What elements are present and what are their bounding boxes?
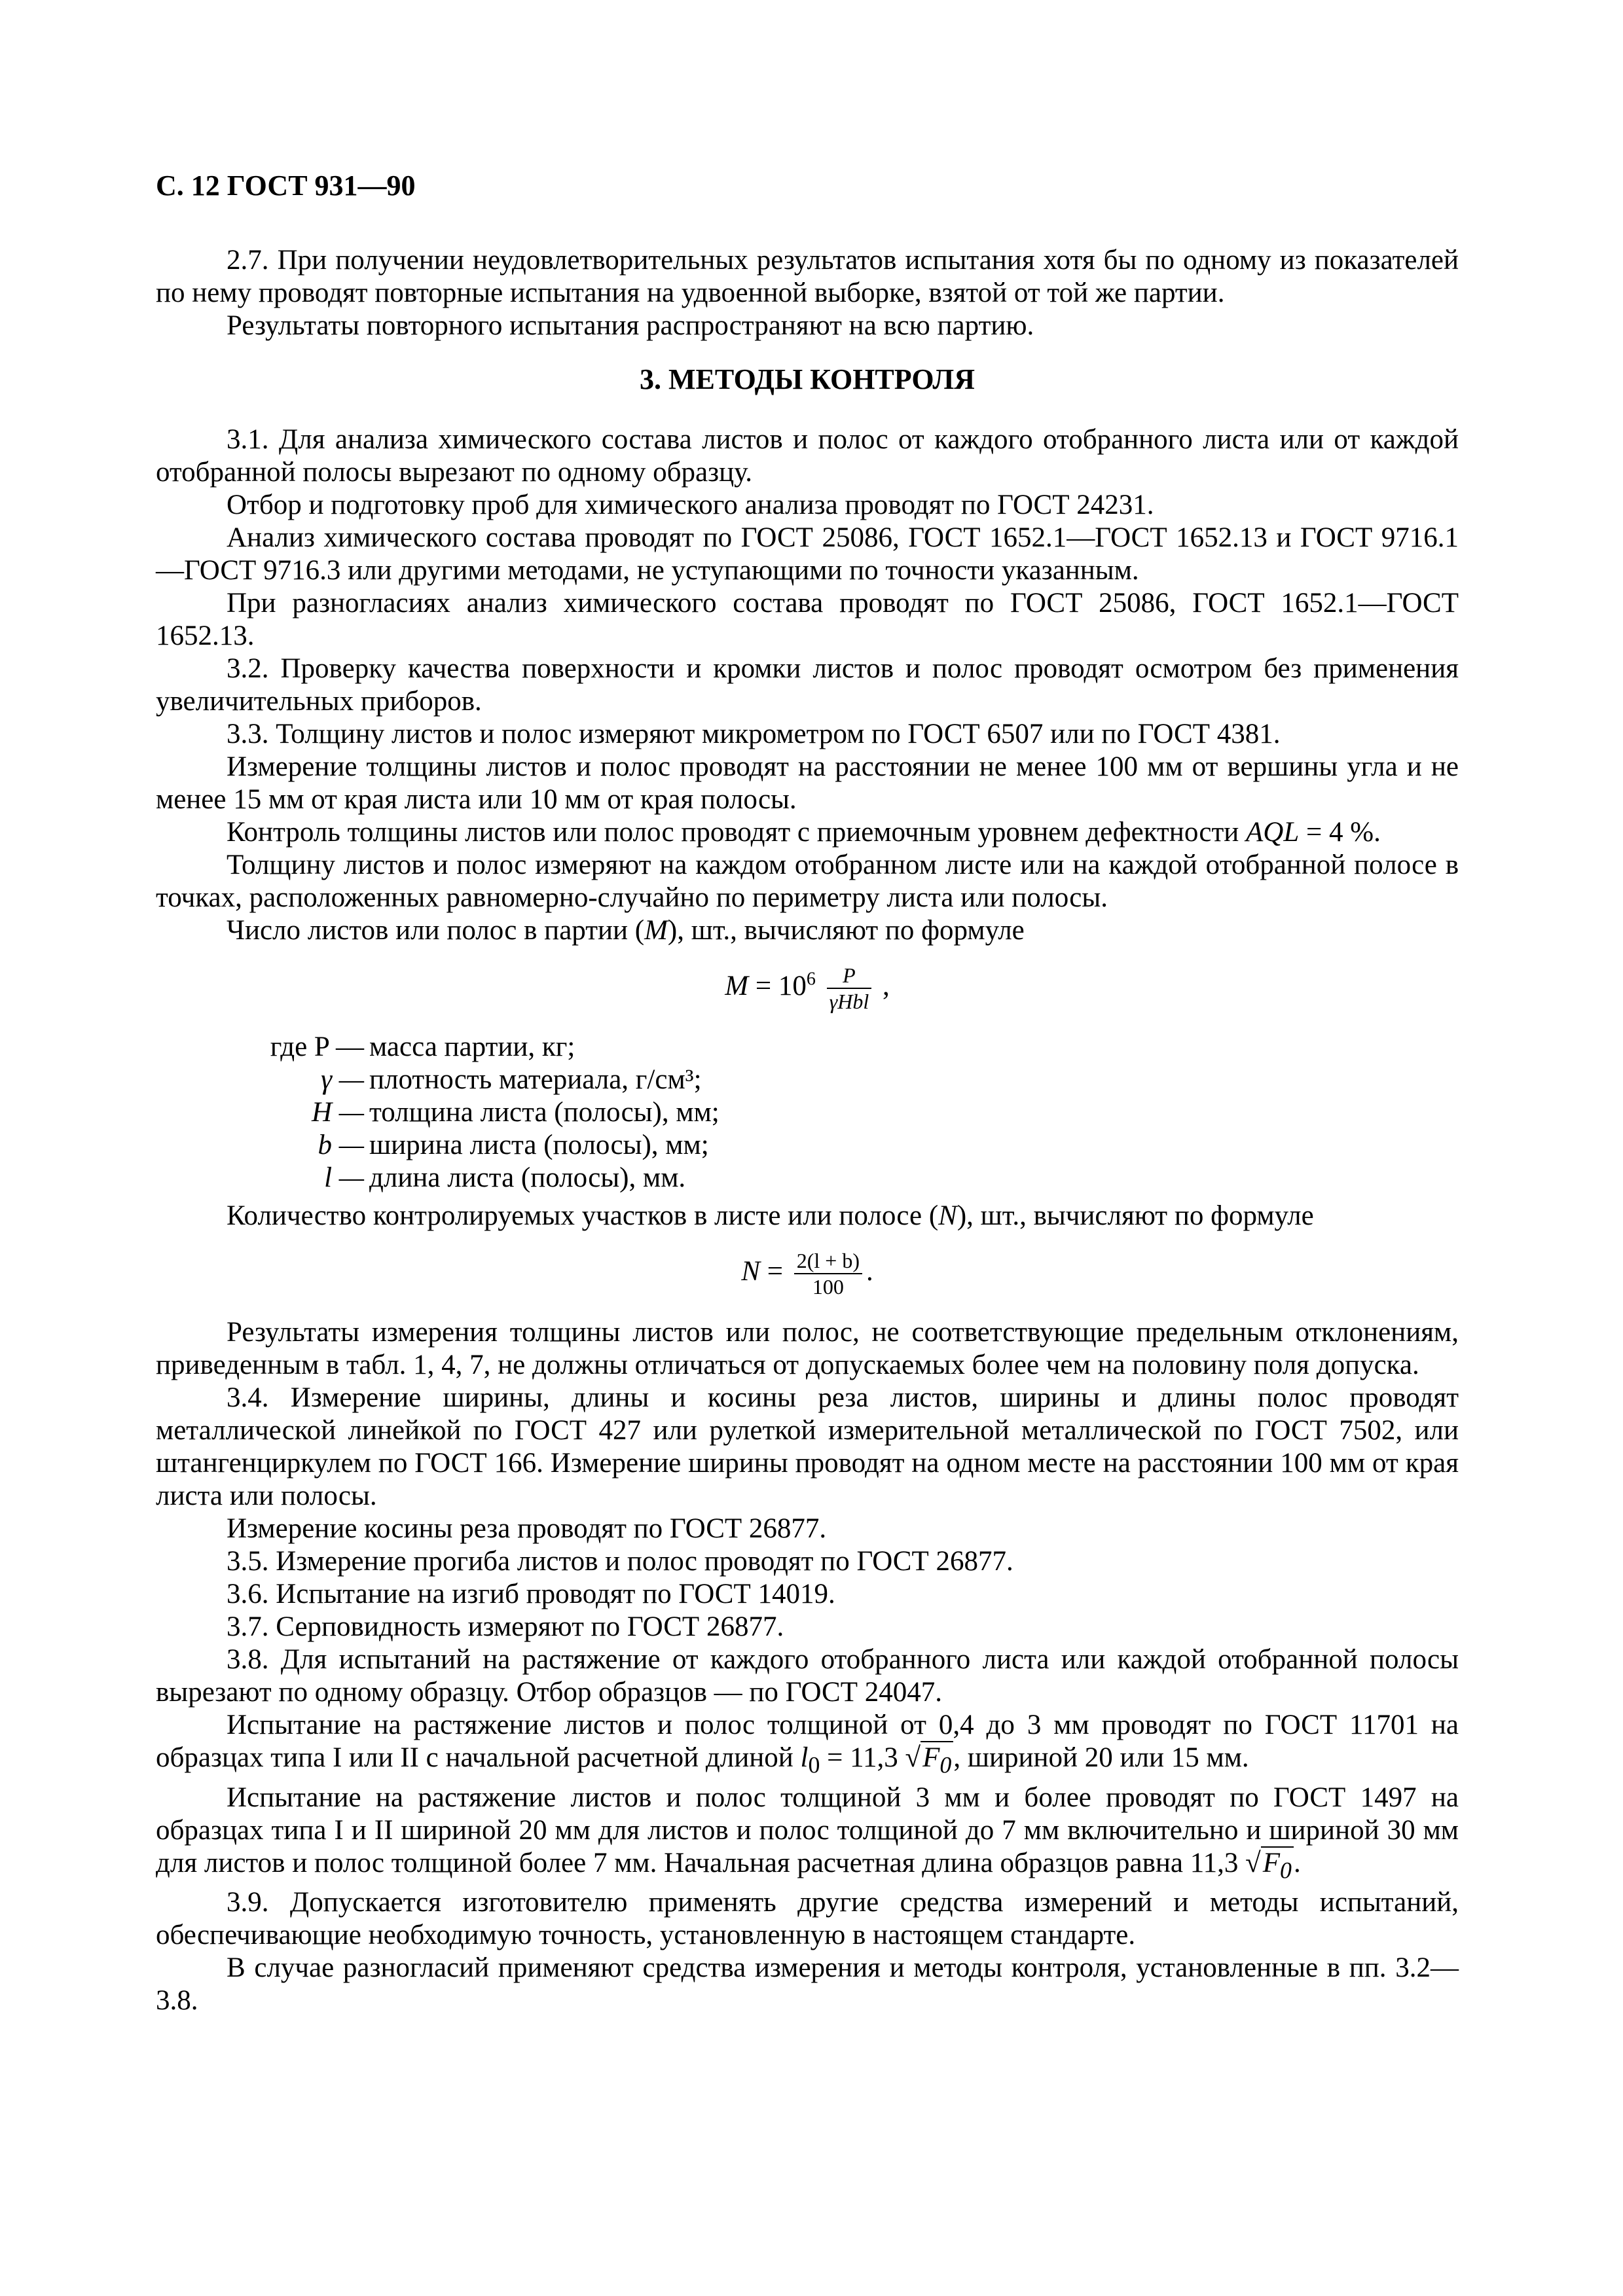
formula-n-tail: .: [866, 1255, 873, 1287]
paragraph-3-7: 3.7. Серповидность измеряют по ГОСТ 26877.: [227, 1611, 784, 1642]
definition-row: [156, 1162, 1459, 1194]
definition-symbol: l —: [324, 1162, 364, 1193]
formula-m-exp: 6: [806, 969, 816, 990]
section-heading: 3. МЕТОДЫ КОНТРОЛЯ: [640, 363, 975, 395]
paragraph-3-1c: Анализ химического состава проводят по ГОСТ 25086, ГОСТ 1652.1—ГОСТ 1652.13 и ГОСТ 9716.1—ГОСТ 9716.3 или другими методами, не уступающими по точности указанным.: [156, 522, 1459, 586]
definition-symbol: H —: [311, 1097, 364, 1128]
definition-symbol: где P —: [270, 1031, 364, 1062]
paragraph-results: Результаты измерения толщины листов или полос, не соответствующие предельным отклонениям, приведенным в табл. 1, 4, 7, не должны отличаться от допускаемых более чем на половину поля допуска.: [156, 1317, 1459, 1380]
formula-n-numerator: 2(l + b): [794, 1248, 862, 1274]
formula-n-eq: =: [759, 1255, 790, 1287]
formula-m-denominator: γHbl: [829, 990, 869, 1013]
definition-symbol: b —: [318, 1130, 364, 1160]
formula-n-fraction: [794, 1248, 862, 1299]
paragraph-3-2: 3.2. Проверку качества поверхности и кромки листов и полос проводят осмотром без применения увеличительных приборов.: [156, 653, 1459, 717]
paragraph-3-4: 3.4. Измерение ширины, длины и косины реза листов, ширины и длины полос проводят металлической линейкой по ГОСТ 427 или рулеткой измерительной металлической по ГОСТ 7502, или штангенциркулем по ГОСТ 166. Измерение ширины проводят на одном месте на расстоянии 100 мм от края листа или полосы.: [156, 1382, 1459, 1511]
paragraph-count: Количество контролируемых участков в листе или полосе (N), шт., вычисляют по формуле: [227, 1200, 1314, 1231]
document-body: [156, 244, 1459, 2017]
definition-row: [156, 1129, 1459, 1162]
paragraph-2-7b: Результаты повторного испытания распространяют на всю партию.: [227, 310, 1034, 341]
formula-m: [156, 963, 1459, 1014]
definition-text: плотность материала, г/см³;: [369, 1064, 702, 1095]
paragraph-3-3e: Число листов или полос в партии (M), шт., вычисляют по формуле: [227, 915, 1025, 946]
paragraph-3-9b: В случае разногласий применяют средства измерения и методы контроля, установленные в пп. 3.2—3.8.: [156, 1952, 1459, 2017]
paragraph-3-8b: Испытание на растяжение листов и полос толщиной от 0,4 до 3 мм проводят по ГОСТ 11701 на образцах типа I или II с начальной расчетной длиной $l_0 = 11,3$ $√F_0$, шириной 20 или 15 мм.: [156, 1710, 1459, 1778]
definition-text: масса партии, кг;: [369, 1031, 575, 1062]
definition-text: длина листа (полосы), мм.: [369, 1162, 686, 1193]
paragraph-3-3d: Толщину листов и полос измеряют на каждом отобранном листе или на каждой отобранной полосе в точках, расположенных равномерно-случайно по периметру листа или полосы.: [156, 850, 1459, 913]
paragraph-3-5: 3.5. Измерение прогиба листов и полос проводят по ГОСТ 26877.: [227, 1546, 1013, 1577]
definition-text: толщина листа (полосы), мм;: [369, 1097, 720, 1128]
formula-m-tail: ,: [875, 970, 890, 1001]
formula-n-denominator: 100: [812, 1275, 844, 1299]
formula-m-numerator: P: [827, 963, 872, 989]
formula-n-lhs: N: [741, 1255, 760, 1287]
paragraph-3-1d: При разногласиях анализ химического состава проводят по ГОСТ 25086, ГОСТ 1652.1—ГОСТ 1652.13.: [156, 588, 1459, 651]
paragraph-3-3b: Измерение толщины листов и полос проводят на расстоянии не менее 100 мм от вершины угла и не менее 15 мм от края листа или 10 мм от края полосы.: [156, 751, 1459, 815]
formula-m-fraction: [827, 963, 872, 1014]
definition-row: [156, 1031, 1459, 1064]
definition-symbol: γ —: [321, 1064, 364, 1095]
paragraph-3-1b: Отбор и подготовку проб для химического анализа проводят по ГОСТ 24231.: [227, 490, 1154, 520]
paragraph-3-3: 3.3. Толщину листов и полос измеряют микрометром по ГОСТ 6507 или по ГОСТ 4381.: [227, 719, 1281, 749]
paragraph-3-4b: Измерение косины реза проводят по ГОСТ 26877.: [227, 1513, 827, 1544]
paragraph-3-8: 3.8. Для испытаний на растяжение от каждого отобранного листа или каждой отобранной полосы вырезают по одному образцу. Отбор образцов — по ГОСТ 24047.: [156, 1644, 1459, 1708]
definition-row: [156, 1096, 1459, 1129]
definition-text: ширина листа (полосы), мм;: [369, 1130, 709, 1160]
paragraph-3-9: 3.9. Допускается изготовителю применять другие средства измерений и методы испытаний, обеспечивающие необходимую точность, установленную в настоящем стандарте.: [156, 1887, 1459, 1951]
paragraph-3-3c: Контроль толщины листов или полос проводят с приемочным уровнем дефектности AQL = 4 %.: [227, 817, 1381, 848]
page-header: С. 12 ГОСТ 931—90: [156, 170, 416, 202]
paragraph-3-6: 3.6. Испытание на изгиб проводят по ГОСТ 14019.: [227, 1579, 835, 1609]
formula-n: [156, 1248, 1459, 1299]
paragraph-2-7: 2.7. При получении неудовлетворительных результатов испытания хотя бы по одному из показателей по нему проводят повторные испытания на удвоенной выборке, взятой от той же партии.: [156, 245, 1459, 308]
formula-m-lhs: M: [725, 970, 749, 1001]
variable-definitions: [156, 1031, 1459, 1194]
paragraph-3-1: 3.1. Для анализа химического состава листов и полос от каждого отобранного листа или от каждой отобранной полосы вырезают по одному образцу.: [156, 424, 1459, 488]
definition-row: [156, 1064, 1459, 1096]
formula-m-eq: = 10: [748, 970, 807, 1001]
paragraph-3-8c: Испытание на растяжение листов и полос толщиной 3 мм и более проводят по ГОСТ 1497 на образцах типа I и II шириной 20 мм для листов и полос толщиной до 7 мм включительно и шириной 30 мм для листов и полос толщиной более 7 мм. Начальная расчетная длина образцов равна 11,3 $√F_0$.: [156, 1782, 1459, 1884]
